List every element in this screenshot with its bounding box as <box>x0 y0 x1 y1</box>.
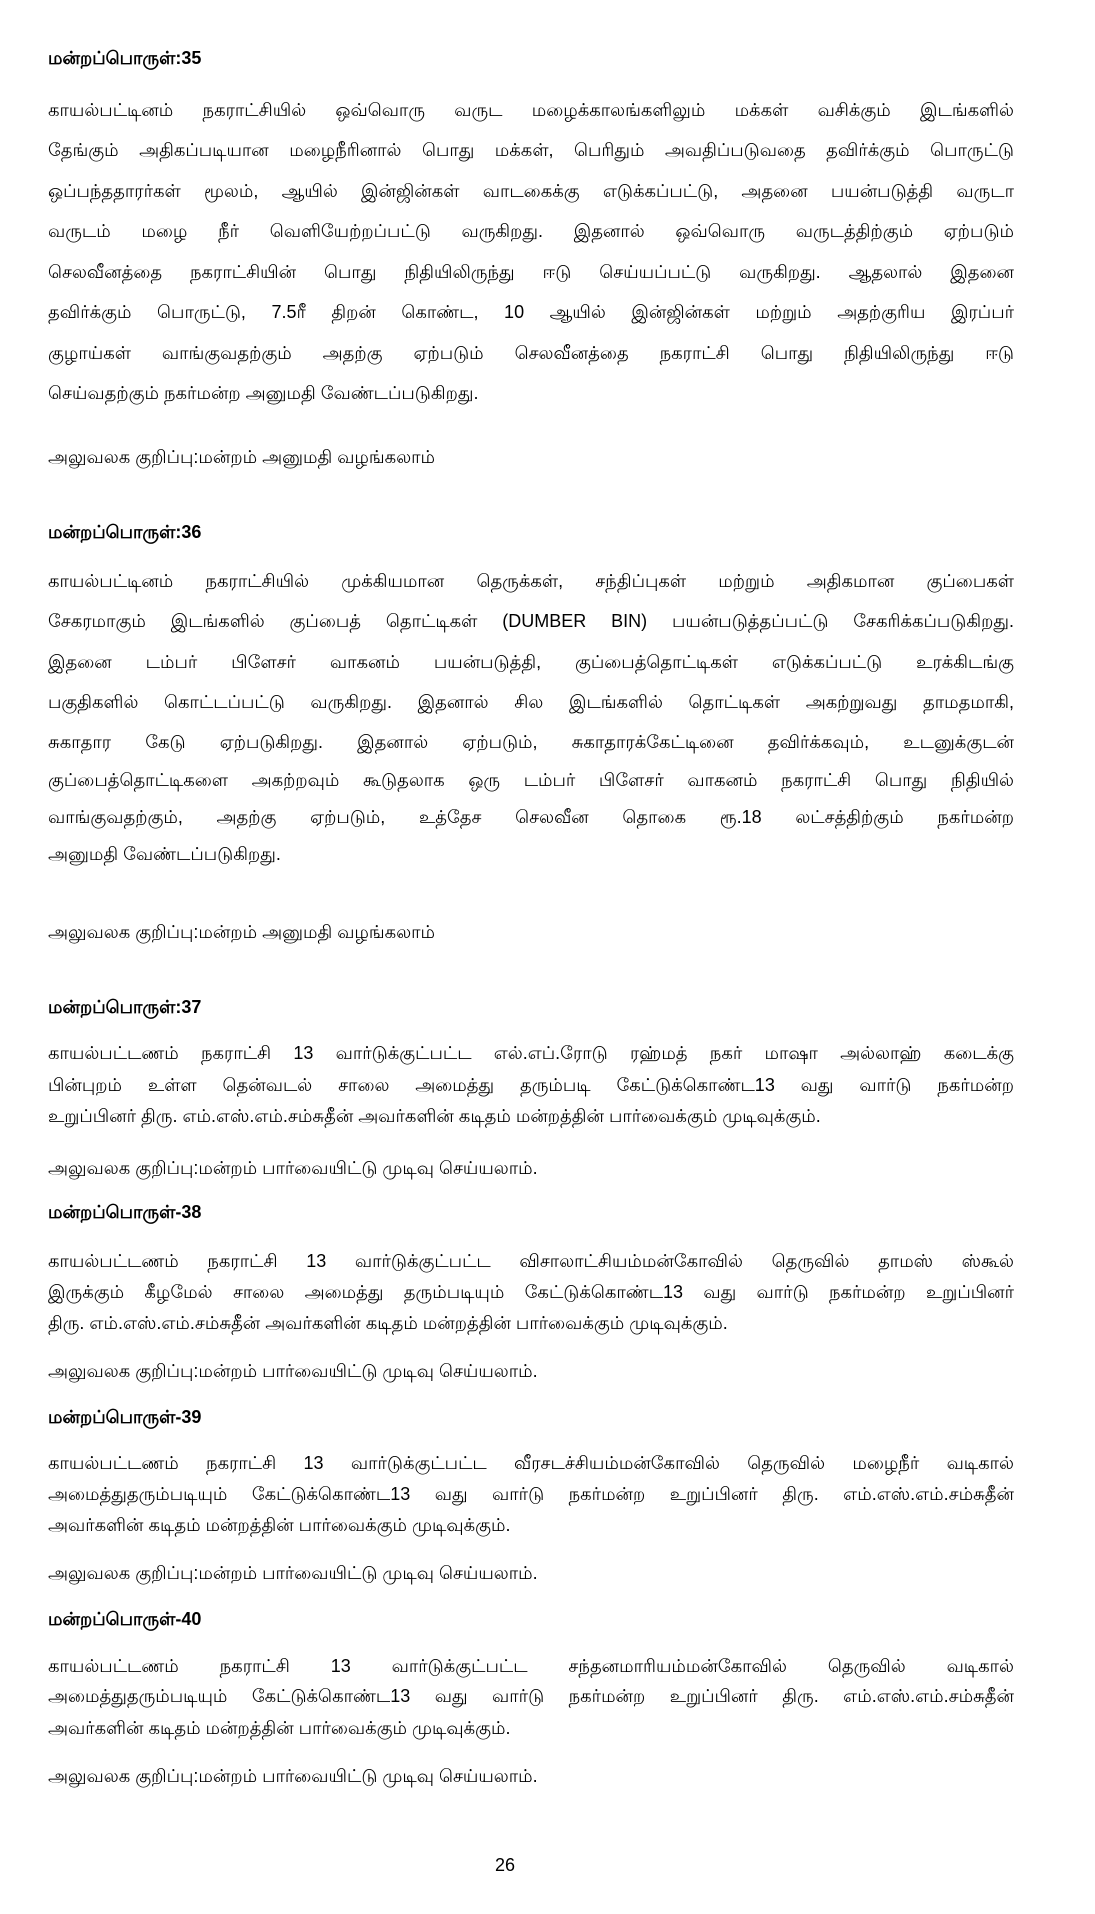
item-35-line: செலவீனத்தை நகராட்சியின் பொது நிதியிலிருந்து ஈடு செய்யப்பட்டு வருகிறது. ஆதலால் இதனை <box>48 262 1014 282</box>
item-38-line: காயல்பட்டணம் நகராட்சி 13 வார்டுக்குட்பட்ட விசாலாட்சியம்மன்கோவில் தெருவில் தாமஸ் ஸ்கூல் <box>48 1251 1014 1271</box>
item-37-line: காயல்பட்டணம் நகராட்சி 13 வார்டுக்குட்பட்ட எல்.எப்.ரோடு ரஹ்மத் நகர் மாஷா அல்லாஹ் கடைக்கு <box>48 1043 1014 1063</box>
item-35-line: குழாய்கள் வாங்குவதற்கும் அதற்கு ஏற்படும் செலவீனத்தை நகராட்சி பொது நிதியிலிருந்து ஈடு <box>48 343 1014 363</box>
item-35-line: காயல்பட்டினம் நகராட்சியில் ஒவ்வொரு வருட மழைக்காலங்களிலும் மக்கள் வசிக்கும் இடங்களில் <box>48 100 1014 120</box>
item-39-office-note: அலுவலக குறிப்பு:மன்றம் பார்வையிட்டு முடிவு செய்யலாம். <box>48 1563 538 1583</box>
item-36-line: காயல்பட்டினம் நகராட்சியில் முக்கியமான தெருக்கள், சந்திப்புகள் மற்றும் அதிகமான குப்பைகள் <box>48 571 1014 591</box>
item-39-heading: மன்றப்பொருள்-39 <box>48 1407 202 1427</box>
item-36-line: குப்பைத்தொட்டிகளை அகற்றவும் கூடுதலாக ஒரு டம்பர் பிளேசர் வாகனம் நகராட்சி பொது நிதியில் <box>48 770 1014 790</box>
item-36-heading: மன்றப்பொருள்:36 <box>48 522 202 542</box>
item-37-heading: மன்றப்பொருள்:37 <box>48 997 202 1017</box>
item-35-line: செய்வதற்கும் நகர்மன்ற அனுமதி வேண்டப்படுகிறது. <box>48 383 479 403</box>
item-36-line: சேகரமாகும் இடங்களில் குப்பைத் தொட்டிகள் (DUMBER BIN) பயன்படுத்தப்பட்டு சேகரிக்கப்படுகிறது. <box>48 611 1014 631</box>
item-35-line: ஒப்பந்ததாரர்கள் மூலம், ஆயில் இன்ஜின்கள் வாடகைக்கு எடுக்கப்பட்டு, அதனை பயன்படுத்தி வருடா <box>48 181 1014 201</box>
item-37-line: பின்புறம் உள்ள தென்வடல் சாலை அமைத்து தரும்படி கேட்டுக்கொண்ட13 வது வார்டு நகர்மன்ற <box>48 1075 1014 1095</box>
item-35-office-note: அலுவலக குறிப்பு:மன்றம் அனுமதி வழங்கலாம் <box>48 447 436 467</box>
item-37-line: உறுப்பினர் திரு. எம்.எஸ்.எம்.சம்சுதீன் அவர்களின் கடிதம் மன்றத்தின் பார்வைக்கும் முடிவுக்கும். <box>48 1106 821 1126</box>
item-35-line: தவிர்க்கும் பொருட்டு, 7.5ரீ திறன் கொண்ட, 10 ஆயில் இன்ஜின்கள் மற்றும் அதற்குரிய இரப்பர் <box>48 302 1014 322</box>
page-number: 26 <box>494 1855 516 1875</box>
item-35-line: வருடம் மழை நீர் வெளியேற்றப்பட்டு வருகிறது. இதனால் ஒவ்வொரு வருடத்திற்கும் ஏற்படும் <box>48 221 1014 241</box>
item-39-line: அமைத்துதரும்படியும் கேட்டுக்கொண்ட13 வது வார்டு நகர்மன்ற உறுப்பினர் திரு. எம்.எஸ்.எம்.சம்சுதீன் <box>48 1484 1014 1504</box>
item-38-heading: மன்றப்பொருள்-38 <box>48 1202 202 1222</box>
item-40-line: அமைத்துதரும்படியும் கேட்டுக்கொண்ட13 வது வார்டு நகர்மன்ற உறுப்பினர் திரு. எம்.எஸ்.எம்.சம்சுதீன் <box>48 1686 1014 1706</box>
item-40-heading: மன்றப்பொருள்-40 <box>48 1609 202 1629</box>
item-36-line: பகுதிகளில் கொட்டப்பட்டு வருகிறது. இதனால் சில இடங்களில் தொட்டிகள் அகற்றுவது தாமதமாகி, <box>48 692 1014 712</box>
item-36-line: அனுமதி வேண்டப்படுகிறது. <box>48 844 281 864</box>
item-36-line: சுகாதார கேடு ஏற்படுகிறது. இதனால் ஏற்படும், சுகாதாரக்கேட்டினை தவிர்க்கவும், உடனுக்குடன் <box>48 732 1014 752</box>
item-40-line: அவர்களின் கடிதம் மன்றத்தின் பார்வைக்கும் முடிவுக்கும். <box>48 1718 511 1738</box>
item-40-office-note: அலுவலக குறிப்பு:மன்றம் பார்வையிட்டு முடிவு செய்யலாம். <box>48 1766 538 1786</box>
item-35-line: தேங்கும் அதிகப்படியான மழைநீரினால் பொது மக்கள், பெரிதும் அவதிப்படுவதை தவிர்க்கும் பொருட்டு <box>48 140 1014 160</box>
item-37-office-note: அலுவலக குறிப்பு:மன்றம் பார்வையிட்டு முடிவு செய்யலாம். <box>48 1158 538 1178</box>
item-38-line: திரு. எம்.எஸ்.எம்.சம்சுதீன் அவர்களின் கடிதம் மன்றத்தின் பார்வைக்கும் முடிவுக்கும். <box>48 1313 728 1333</box>
item-36-line: இதனை டம்பர் பிளேசர் வாகனம் பயன்படுத்தி, குப்பைத்தொட்டிகள் எடுக்கப்பட்டு உரக்கிடங்கு <box>48 652 1014 672</box>
item-36-line: வாங்குவதற்கும், அதற்கு ஏற்படும், உத்தேச செலவீன தொகை ரூ.18 லட்சத்திற்கும் நகர்மன்ற <box>48 807 1014 827</box>
item-39-line: அவர்களின் கடிதம் மன்றத்தின் பார்வைக்கும் முடிவுக்கும். <box>48 1515 511 1535</box>
item-38-office-note: அலுவலக குறிப்பு:மன்றம் பார்வையிட்டு முடிவு செய்யலாம். <box>48 1361 538 1381</box>
item-39-line: காயல்பட்டணம் நகராட்சி 13 வார்டுக்குட்பட்ட வீரசடச்சியம்மன்கோவில் தெருவில் மழைநீர் வடிகால் <box>48 1453 1014 1473</box>
item-38-line: இருக்கும் கீழமேல் சாலை அமைத்து தரும்படியும் கேட்டுக்கொண்ட13 வது வார்டு நகர்மன்ற உறுப்பினர் <box>48 1282 1014 1302</box>
item-40-line: காயல்பட்டணம் நகராட்சி 13 வார்டுக்குட்பட்ட சந்தனமாரியம்மன்கோவில் தெருவில் வடிகால் <box>48 1656 1014 1676</box>
item-35-heading: மன்றப்பொருள்:35 <box>48 48 202 68</box>
item-36-office-note: அலுவலக குறிப்பு:மன்றம் அனுமதி வழங்கலாம் <box>48 922 436 942</box>
